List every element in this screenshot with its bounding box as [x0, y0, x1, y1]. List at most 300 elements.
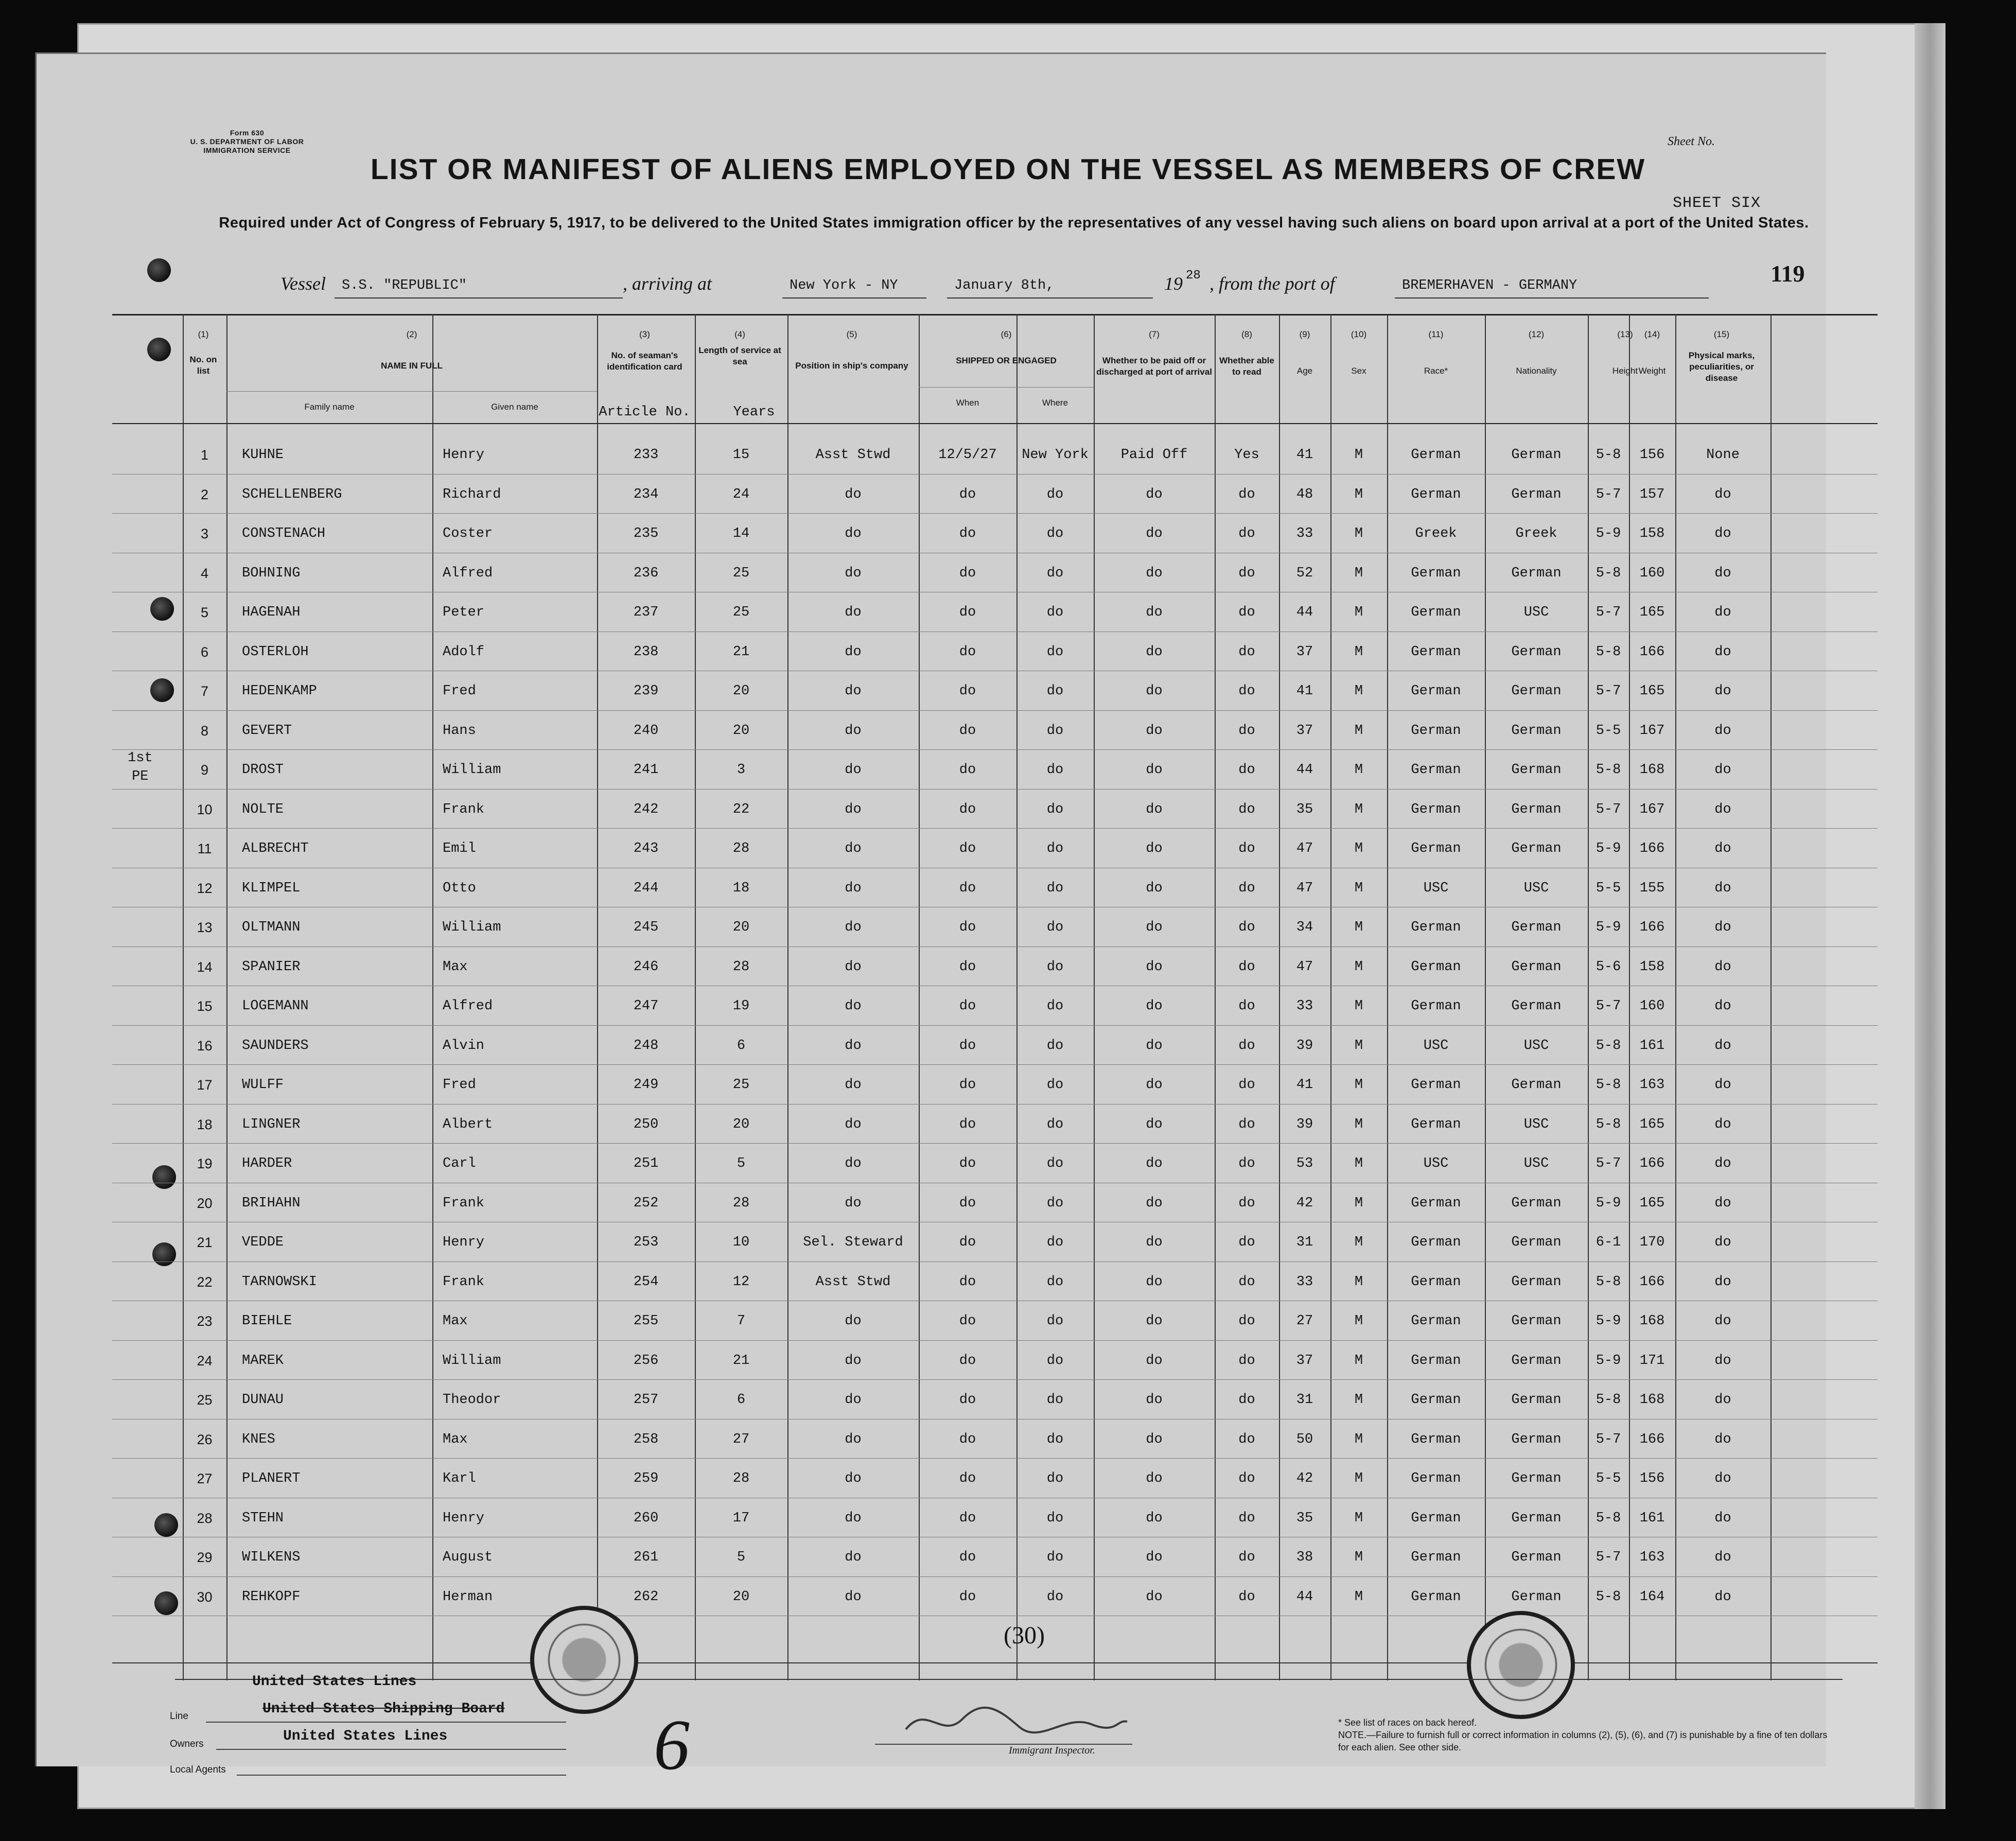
cell-marks: do — [1714, 1589, 1731, 1605]
cell-card: 250 — [633, 1116, 659, 1132]
cell-no: 7 — [200, 683, 209, 699]
cell-read: Yes — [1234, 447, 1259, 463]
cell-no: 10 — [197, 801, 213, 817]
cell-race: German — [1411, 959, 1461, 975]
cell-position: do — [845, 1313, 862, 1329]
cell-height: 5-7 — [1596, 1550, 1621, 1565]
cell-paid: do — [1146, 880, 1163, 896]
cell-family: HEDENKAMP — [242, 683, 317, 699]
name-subheader-rule — [226, 391, 597, 392]
cell-sex: M — [1354, 1589, 1363, 1605]
cell-where: do — [1046, 605, 1064, 620]
cell-years: 28 — [732, 959, 750, 975]
cell-no: 4 — [200, 565, 209, 581]
cell-age: 33 — [1296, 998, 1313, 1014]
cell-card: 243 — [633, 841, 659, 856]
cell-when: do — [959, 801, 976, 817]
cell-marks: do — [1714, 605, 1731, 620]
cell-race: German — [1411, 1471, 1461, 1486]
cell-weight: 168 — [1639, 1392, 1665, 1408]
service-name: IMMIGRATION SERVICE — [203, 146, 291, 154]
cell-where: do — [1046, 1195, 1064, 1211]
col-number-11: (11) — [1428, 329, 1444, 339]
cell-sex: M — [1354, 762, 1363, 778]
cell-when: do — [959, 920, 976, 935]
cell-weight: 161 — [1639, 1510, 1665, 1526]
cell-read: do — [1238, 1274, 1255, 1290]
cell-paid: do — [1146, 1431, 1163, 1447]
cell-marks: do — [1714, 1038, 1731, 1054]
cell-family: BIEHLE — [242, 1313, 292, 1329]
cell-given: Henry — [443, 447, 485, 463]
col-number-2: (2) — [406, 329, 417, 339]
cell-height: 5-9 — [1596, 526, 1621, 541]
col-header-when: When — [956, 398, 979, 408]
binder-strip — [1915, 23, 1945, 1809]
cell-nationality: USC — [1523, 880, 1549, 896]
cell-paid: do — [1146, 1392, 1163, 1408]
cell-years: 3 — [737, 762, 746, 778]
col-number-9: (9) — [1299, 329, 1310, 339]
cell-position: do — [845, 683, 862, 699]
cell-where: do — [1046, 683, 1064, 699]
cell-age: 53 — [1296, 1156, 1313, 1171]
cell-no: 29 — [197, 1550, 213, 1565]
cell-family: LOGEMANN — [242, 998, 309, 1014]
cell-height: 5-8 — [1596, 1116, 1621, 1132]
cell-where: do — [1046, 1038, 1064, 1054]
cell-when: do — [959, 1195, 976, 1211]
cell-marks: do — [1714, 920, 1731, 935]
cell-where: do — [1046, 1431, 1064, 1447]
row-rule — [112, 1576, 1878, 1577]
cell-age: 47 — [1296, 959, 1313, 975]
cell-position: Asst Stwd — [815, 1274, 891, 1290]
form-identifier — [180, 129, 314, 155]
cell-no: 16 — [197, 1038, 213, 1054]
cell-age: 33 — [1296, 526, 1313, 541]
cell-given: Adolf — [443, 644, 485, 660]
line-label: Line — [170, 1711, 188, 1722]
cell-height: 5-8 — [1596, 565, 1621, 581]
cell-when: do — [959, 880, 976, 896]
arrival-date: January 8th, — [947, 278, 1153, 299]
cell-nationality: German — [1511, 920, 1562, 935]
cell-age: 41 — [1296, 447, 1313, 463]
cell-no: 19 — [197, 1156, 213, 1171]
sheet-number: 119 — [1770, 260, 1805, 287]
cell-card: 252 — [633, 1195, 659, 1211]
cell-position: do — [845, 1550, 862, 1565]
cell-when: do — [959, 998, 976, 1014]
cell-given: Coster — [443, 526, 493, 541]
sheet-label: SHEET SIX — [1673, 195, 1761, 212]
cell-weight: 160 — [1639, 998, 1665, 1014]
cell-paid: do — [1146, 1038, 1163, 1054]
cell-weight: 160 — [1639, 565, 1665, 581]
col-header-height: Height — [1612, 366, 1638, 376]
cell-weight: 165 — [1639, 1195, 1665, 1211]
col-header-marks: Physical marks, peculiarities, or disease — [1688, 350, 1755, 383]
cell-card: 254 — [633, 1274, 659, 1290]
cell-no: 23 — [197, 1313, 213, 1329]
cell-race: USC — [1423, 1038, 1449, 1054]
inspector-label: Immigrant Inspector. — [1009, 1745, 1095, 1756]
cell-read: do — [1238, 801, 1255, 817]
cell-when: do — [959, 762, 976, 778]
cell-family: DROST — [242, 762, 284, 778]
cell-where: do — [1046, 1077, 1064, 1093]
cell-years: 19 — [732, 998, 750, 1014]
cell-card: 258 — [633, 1431, 659, 1447]
col-header-sex: Sex — [1351, 366, 1366, 376]
cell-sex: M — [1354, 723, 1363, 739]
col-header-nationality: Nationality — [1516, 366, 1557, 376]
cell-age: 48 — [1296, 486, 1313, 502]
cell-position: do — [845, 1195, 862, 1211]
cell-paid: do — [1146, 723, 1163, 739]
cell-nationality: German — [1511, 801, 1562, 817]
cell-where: do — [1046, 644, 1064, 660]
department-name: U. S. DEPARTMENT OF LABOR — [190, 137, 304, 146]
cell-where: do — [1046, 880, 1064, 896]
col-header-family-name: Family name — [304, 402, 355, 412]
column-rule — [1770, 314, 1772, 1680]
cell-weight: 155 — [1639, 880, 1665, 896]
cell-read: do — [1238, 1116, 1255, 1132]
cell-read: do — [1238, 762, 1255, 778]
cell-family: VEDDE — [242, 1235, 284, 1250]
cell-card: 253 — [633, 1235, 659, 1250]
cell-marks: do — [1714, 998, 1731, 1014]
cell-paid: do — [1146, 801, 1163, 817]
cell-weight: 166 — [1639, 644, 1665, 660]
cell-sex: M — [1354, 1431, 1363, 1447]
cell-marks: do — [1714, 1235, 1731, 1250]
cell-sex: M — [1354, 998, 1363, 1014]
cell-paid: do — [1146, 1313, 1163, 1329]
cell-age: 42 — [1296, 1195, 1313, 1211]
cell-when: do — [959, 1353, 976, 1369]
cell-given: Fred — [443, 1077, 476, 1093]
cell-weight: 158 — [1639, 526, 1665, 541]
row-rule — [112, 710, 1878, 711]
from-port-label: , from the port of — [1209, 273, 1335, 294]
cell-given: Max — [443, 1431, 468, 1447]
cell-age: 35 — [1296, 1510, 1313, 1526]
cell-nationality: German — [1511, 565, 1562, 581]
cell-years: 15 — [732, 447, 750, 463]
cell-sex: M — [1354, 1353, 1363, 1369]
cell-height: 5-9 — [1596, 920, 1621, 935]
cell-given: Frank — [443, 1195, 485, 1211]
cell-where: do — [1046, 1471, 1064, 1486]
cell-read: do — [1238, 723, 1255, 739]
cell-paid: do — [1146, 920, 1163, 935]
cell-race: German — [1411, 1550, 1461, 1565]
cell-years: 14 — [732, 526, 750, 541]
col-header-given-name: Given name — [491, 402, 538, 412]
header-rule — [112, 423, 1878, 424]
agents-label: Local Agents — [170, 1764, 226, 1775]
cell-age: 38 — [1296, 1550, 1313, 1565]
cell-given: Hans — [443, 723, 476, 739]
cell-height: 5-7 — [1596, 801, 1621, 817]
owners-value: United States Lines — [283, 1728, 448, 1744]
cell-height: 5-8 — [1596, 762, 1621, 778]
col-header-paid-off: Whether to be paid off or discharged at port of arrival — [1096, 356, 1212, 377]
cell-years: 28 — [732, 1195, 750, 1211]
cell-paid: do — [1146, 841, 1163, 856]
cell-no: 25 — [197, 1392, 213, 1408]
vessel-label: Vessel — [281, 273, 326, 294]
cell-height: 5-6 — [1596, 959, 1621, 975]
row-rule — [112, 828, 1878, 829]
cell-family: OLTMANN — [242, 920, 301, 935]
cell-age: 37 — [1296, 644, 1313, 660]
col-header-list-no: No. on list — [189, 355, 217, 376]
cell-where: do — [1046, 1589, 1064, 1605]
cell-weight: 157 — [1639, 486, 1665, 502]
cell-given: Frank — [443, 801, 485, 817]
footer-note — [1338, 1716, 1832, 1754]
cell-age: 44 — [1296, 1589, 1313, 1605]
cell-given: Fred — [443, 683, 476, 699]
cell-position: do — [845, 959, 862, 975]
cell-family: STEHN — [242, 1510, 284, 1526]
cell-marks: do — [1714, 644, 1731, 660]
cell-read: do — [1238, 841, 1255, 856]
cell-height: 5-9 — [1596, 1195, 1621, 1211]
cell-position: do — [845, 1431, 862, 1447]
cell-marks: do — [1714, 959, 1731, 975]
cell-family: BRIHAHN — [242, 1195, 301, 1211]
row-rule — [112, 1025, 1878, 1026]
col-number-15: (15) — [1713, 329, 1730, 339]
cell-family: REHKOPF — [242, 1589, 301, 1605]
row-rule — [112, 474, 1878, 475]
cell-height: 5-8 — [1596, 1038, 1621, 1054]
cell-family: LINGNER — [242, 1116, 301, 1132]
cell-nationality: German — [1511, 762, 1562, 778]
cell-no: 26 — [197, 1431, 213, 1447]
cell-sex: M — [1354, 1116, 1363, 1132]
col-number-1: (1) — [198, 329, 209, 339]
cell-years: 5 — [737, 1156, 746, 1171]
binder-hole — [154, 1591, 178, 1615]
cell-no: 17 — [197, 1077, 213, 1093]
cell-paid: do — [1146, 526, 1163, 541]
cell-years: 25 — [732, 605, 750, 620]
cell-read: do — [1238, 1353, 1255, 1369]
cell-read: do — [1238, 1471, 1255, 1486]
cell-years: 28 — [732, 1471, 750, 1486]
cell-weight: 166 — [1639, 920, 1665, 935]
cell-when: do — [959, 683, 976, 699]
arriving-label: , arriving at — [623, 273, 712, 294]
cell-when: do — [959, 1077, 976, 1093]
binder-hole — [147, 258, 171, 282]
cell-race: German — [1411, 1274, 1461, 1290]
cell-years: 24 — [732, 486, 750, 502]
cell-read: do — [1238, 959, 1255, 975]
cell-no: 28 — [197, 1510, 213, 1526]
cell-where: do — [1046, 1274, 1064, 1290]
cell-sex: M — [1354, 841, 1363, 856]
cell-age: 39 — [1296, 1038, 1313, 1054]
cell-card: 247 — [633, 998, 659, 1014]
cell-height: 5-8 — [1596, 644, 1621, 660]
cell-nationality: German — [1511, 1392, 1562, 1408]
cell-weight: 167 — [1639, 801, 1665, 817]
cell-weight: 166 — [1639, 1274, 1665, 1290]
cell-years: 20 — [732, 683, 750, 699]
cell-position: Asst Stwd — [815, 447, 891, 463]
cell-position: do — [845, 920, 862, 935]
cell-position: do — [845, 1116, 862, 1132]
cell-years: 10 — [732, 1235, 750, 1250]
cell-when: do — [959, 1550, 976, 1565]
vessel-name: S.S. "REPUBLIC" — [335, 278, 623, 299]
cell-marks: do — [1714, 1392, 1731, 1408]
cell-position: do — [845, 880, 862, 896]
cell-card: 239 — [633, 683, 659, 699]
cell-marks: do — [1714, 762, 1731, 778]
cell-read: do — [1238, 1195, 1255, 1211]
cell-marks: do — [1714, 1550, 1731, 1565]
cell-when: do — [959, 723, 976, 739]
cell-nationality: German — [1511, 1353, 1562, 1369]
cell-read: do — [1238, 1550, 1255, 1565]
col-number-12: (12) — [1528, 329, 1545, 339]
line-company: United States Lines — [252, 1674, 417, 1690]
cell-age: 37 — [1296, 723, 1313, 739]
total-count-mark: (30) — [1004, 1622, 1045, 1649]
cell-nationality: USC — [1523, 605, 1549, 620]
cell-read: do — [1238, 565, 1255, 581]
cell-card: 242 — [633, 801, 659, 817]
cell-race: German — [1411, 998, 1461, 1014]
row-rule — [112, 749, 1878, 750]
cell-paid: do — [1146, 683, 1163, 699]
cell-given: Alvin — [443, 1038, 485, 1054]
cell-read: do — [1238, 1392, 1255, 1408]
cell-when: do — [959, 1471, 976, 1486]
cell-where: do — [1046, 1353, 1064, 1369]
col-header-service: Length of service at sea — [698, 345, 781, 366]
col-number-13: (13) — [1617, 329, 1633, 339]
cell-sex: M — [1354, 1510, 1363, 1526]
cell-where: do — [1046, 801, 1064, 817]
cell-weight: 168 — [1639, 1313, 1665, 1329]
cell-given: Max — [443, 959, 468, 975]
cell-card: 233 — [633, 447, 659, 463]
cell-read: do — [1238, 644, 1255, 660]
col-header-shipped: SHIPPED OR ENGAGED — [956, 356, 1057, 365]
race-note: * See list of races on back hereof. — [1338, 1717, 1477, 1728]
cell-age: 41 — [1296, 683, 1313, 699]
cell-years: 25 — [732, 565, 750, 581]
cell-position: do — [845, 1392, 862, 1408]
cell-family: DUNAU — [242, 1392, 284, 1408]
cell-nationality: German — [1511, 486, 1562, 502]
row-rule — [112, 1261, 1878, 1262]
cell-family: OSTERLOH — [242, 644, 309, 660]
cell-nationality: German — [1511, 1510, 1562, 1526]
arrival-port: New York - NY — [782, 278, 926, 299]
cell-paid: do — [1146, 1274, 1163, 1290]
cell-family: HARDER — [242, 1156, 292, 1171]
cell-when: do — [959, 959, 976, 975]
departure-port: BREMERHAVEN - GERMANY — [1395, 278, 1709, 299]
cell-paid: do — [1146, 1077, 1163, 1093]
cell-nationality: German — [1511, 1274, 1562, 1290]
cell-no: 12 — [197, 880, 213, 896]
col-header-name: NAME IN FULL — [381, 361, 443, 371]
cell-when: do — [959, 1392, 976, 1408]
cell-age: 50 — [1296, 1431, 1313, 1447]
cell-paid: do — [1146, 998, 1163, 1014]
cell-card: 249 — [633, 1077, 659, 1093]
cell-age: 47 — [1296, 841, 1313, 856]
cell-age: 52 — [1296, 565, 1313, 581]
cell-position: do — [845, 1471, 862, 1486]
cell-marks: do — [1714, 801, 1731, 817]
cell-years: 27 — [732, 1431, 750, 1447]
cell-where: do — [1046, 1116, 1064, 1132]
cell-when: do — [959, 1510, 976, 1526]
cell-read: do — [1238, 486, 1255, 502]
cell-when: do — [959, 1589, 976, 1605]
cell-nationality: German — [1511, 1235, 1562, 1250]
cell-card: 236 — [633, 565, 659, 581]
cell-marks: do — [1714, 683, 1731, 699]
cell-sex: M — [1354, 1471, 1363, 1486]
cell-no: 15 — [197, 998, 213, 1014]
shipped-subheader-rule — [919, 387, 1094, 388]
cell-read: do — [1238, 1077, 1255, 1093]
cell-family: MAREK — [242, 1353, 284, 1369]
cell-marks: None — [1706, 447, 1740, 463]
cell-given: Frank — [443, 1274, 485, 1290]
cell-paid: do — [1146, 1156, 1163, 1171]
cell-height: 5-7 — [1596, 1156, 1621, 1171]
cell-no: 20 — [197, 1195, 213, 1211]
cell-read: do — [1238, 1313, 1255, 1329]
col-header-card-no: No. of seaman's identification card — [607, 350, 682, 372]
row-rule — [112, 513, 1878, 514]
legal-subtitle: Required under Act of Congress of February 5, 1917, to be delivered to the United States immigration officer by the representatives of any vessel having such aliens on board upon arrival at a port of the United States. — [219, 215, 1809, 231]
cell-when: do — [959, 486, 976, 502]
cell-given: Karl — [443, 1471, 476, 1486]
cell-paid: Paid Off — [1120, 447, 1188, 463]
cell-where: do — [1046, 486, 1064, 502]
agents-rule — [237, 1775, 566, 1776]
column-rule — [226, 314, 227, 1680]
cell-height: 5-5 — [1596, 1471, 1621, 1486]
cell-age: 42 — [1296, 1471, 1313, 1486]
cell-years: 6 — [737, 1038, 746, 1054]
cell-years: 12 — [732, 1274, 750, 1290]
cell-marks: do — [1714, 880, 1731, 896]
cell-height: 5-9 — [1596, 1313, 1621, 1329]
cell-paid: do — [1146, 1471, 1163, 1486]
cell-marks: do — [1714, 841, 1731, 856]
cell-read: do — [1238, 1156, 1255, 1171]
cell-race: German — [1411, 1077, 1461, 1093]
cell-family: KUHNE — [242, 447, 284, 463]
cell-family: WILKENS — [242, 1550, 301, 1565]
